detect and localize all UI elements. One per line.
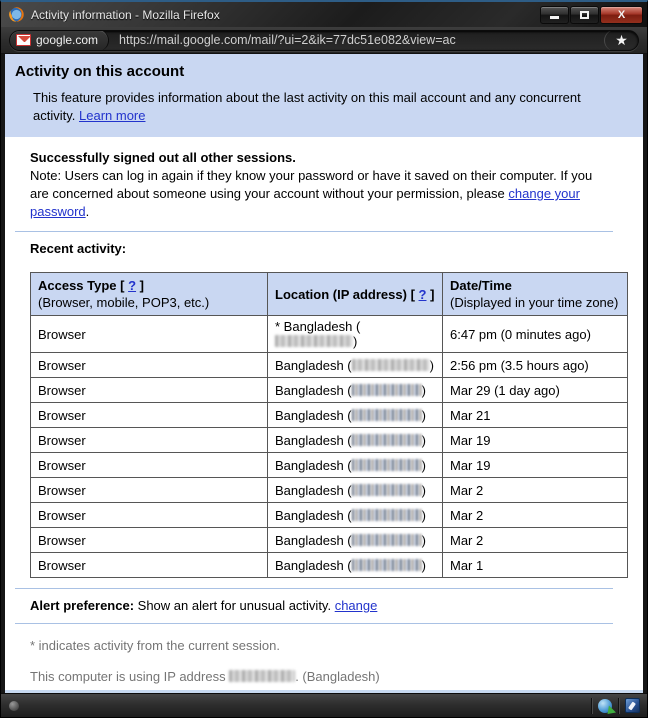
maximize-icon (580, 11, 589, 19)
window-title: Activity information - Mozilla Firefox (31, 7, 220, 22)
table-row (31, 316, 628, 353)
bracket: ] (426, 286, 435, 302)
access-type-help-link[interactable]: ? (128, 278, 137, 293)
minimize-icon (550, 16, 559, 19)
maximize-button[interactable] (570, 6, 599, 24)
site-identity-label: google.com (36, 33, 99, 47)
table-row (31, 403, 628, 428)
table-row (31, 453, 628, 478)
signout-note: Note: Users can log in again if they know your password or have it saved on their computer. If you are concerned about someone using your account without your permission, please (30, 168, 593, 201)
bracket: [ (406, 286, 419, 302)
alert-preference (30, 598, 633, 613)
current-ip-line (30, 669, 633, 684)
access-type-cell: Browser (31, 453, 268, 478)
star-icon: ★ (615, 31, 628, 48)
redacted-ip (352, 434, 422, 446)
signout-heading: Successfully signed out all other sessions. (30, 150, 296, 165)
datetime-cell: Mar 1 (443, 553, 628, 578)
location-cell: Bangladesh ( ) (268, 453, 443, 478)
intro-text-body: This feature provides information about the last activity on this mail account and any concurrent activity. (33, 90, 581, 123)
location-cell: Bangladesh ( ) (268, 403, 443, 428)
divider (15, 623, 613, 624)
status-bar (1, 693, 647, 717)
datetime-cell: Mar 2 (443, 503, 628, 528)
datetime-cell: Mar 19 (443, 428, 628, 453)
location-cell: Bangladesh ( ) (268, 553, 443, 578)
change-password-link[interactable]: change your password (30, 186, 580, 219)
header-access-type (31, 273, 268, 316)
network-status-icon[interactable] (596, 697, 614, 715)
access-type-cell: Browser (31, 316, 268, 353)
current-session-footnote: * indicates activity from the current session. (30, 638, 280, 653)
location-cell: Bangladesh ( ) (268, 528, 443, 553)
redacted-ip (352, 409, 422, 421)
signout-message (30, 149, 605, 221)
access-type-cell: Browser (31, 378, 268, 403)
header-datetime (443, 273, 628, 316)
redacted-ip (352, 534, 422, 546)
alert-change-link[interactable]: change (334, 598, 378, 613)
site-identity-button[interactable] (10, 30, 109, 51)
access-type-cell: Browser (31, 553, 268, 578)
bracket: [ (116, 278, 129, 293)
access-type-cell: Browser (31, 528, 268, 553)
access-type-cell: Browser (31, 478, 268, 503)
learn-more-link[interactable]: Learn more (79, 108, 146, 123)
url-bar[interactable] (9, 30, 639, 51)
header-access-type-title: Access Type (38, 278, 117, 293)
datetime-cell: 6:47 pm (0 minutes ago) (443, 316, 628, 353)
header-access-type-subtitle: (Browser, mobile, POP3, etc.) (38, 295, 210, 310)
datetime-cell: Mar 21 (443, 403, 628, 428)
ip-line-suffix: . (Bangladesh) (295, 669, 380, 684)
location-cell: * Bangladesh () (268, 316, 443, 353)
page-header (5, 54, 643, 137)
header-datetime-title: Date/Time (450, 278, 512, 293)
window-controls (540, 6, 643, 24)
redacted-ip (352, 559, 422, 571)
access-type-cell: Browser (31, 428, 268, 453)
recent-activity-label: Recent activity: (30, 241, 127, 256)
signout-note-suffix: . (85, 204, 90, 219)
table-row (31, 428, 628, 453)
location-cell: Bangladesh ( ) (268, 353, 443, 378)
redacted-ip (352, 459, 422, 471)
url-text[interactable]: https://mail.google.com/mail/?ui=2&ik=77dc51e082&view=ac (119, 33, 456, 47)
close-icon: X (617, 8, 626, 21)
datetime-cell: Mar 2 (443, 478, 628, 503)
close-button[interactable] (600, 6, 643, 24)
table-row (31, 378, 628, 403)
intro-text (33, 89, 593, 125)
location-cell: Bangladesh ( ) (268, 503, 443, 528)
table-row (31, 528, 628, 553)
datetime-cell: Mar 19 (443, 453, 628, 478)
navigation-bar (1, 27, 647, 54)
page-title: Activity on this account (15, 63, 185, 80)
content-area (5, 137, 643, 684)
table-row (31, 353, 628, 378)
table-row (31, 478, 628, 503)
location-cell: Bangladesh ( ) (268, 428, 443, 453)
firefox-icon (8, 6, 25, 23)
location-cell: Bangladesh ( ) (268, 378, 443, 403)
redacted-ip (275, 335, 353, 347)
status-icons (589, 697, 641, 715)
bookmark-star-button[interactable] (604, 30, 638, 51)
bracket: ] (136, 278, 144, 293)
table-header-row (31, 273, 628, 316)
access-type-cell: Browser (31, 403, 268, 428)
table-row (31, 553, 628, 578)
activity-table (30, 272, 628, 578)
datetime-cell: 2:56 pm (3.5 hours ago) (443, 353, 628, 378)
table-body (31, 316, 628, 578)
redacted-ip (352, 384, 422, 396)
addon-icon[interactable] (623, 697, 641, 715)
minimize-button[interactable] (540, 6, 569, 24)
separator (618, 698, 619, 714)
redacted-ip (352, 509, 422, 521)
redacted-ip (352, 359, 430, 371)
redacted-ip (352, 484, 422, 496)
header-location-title: Location (IP address) (275, 286, 407, 302)
gmail-favicon (16, 34, 31, 46)
table-row (31, 503, 628, 528)
datetime-cell: Mar 2 (443, 528, 628, 553)
title-bar[interactable] (1, 2, 647, 27)
page-content (1, 54, 647, 690)
status-indicator-dot (9, 701, 19, 711)
datetime-cell: Mar 29 (1 day ago) (443, 378, 628, 403)
redacted-current-ip (229, 670, 295, 682)
location-help-link[interactable]: ? (418, 286, 427, 302)
divider (15, 588, 613, 589)
location-cell: Bangladesh ( ) (268, 478, 443, 503)
ip-line-prefix: This computer is using IP address (30, 669, 230, 684)
access-type-cell: Browser (31, 503, 268, 528)
header-datetime-subtitle: (Displayed in your time zone) (450, 295, 619, 310)
divider (15, 231, 613, 232)
alert-preference-text: Show an alert for unusual activity. (134, 598, 335, 613)
access-type-cell: Browser (31, 353, 268, 378)
header-location (268, 273, 443, 316)
alert-preference-label: Alert preference: (30, 598, 135, 613)
separator (591, 698, 592, 714)
